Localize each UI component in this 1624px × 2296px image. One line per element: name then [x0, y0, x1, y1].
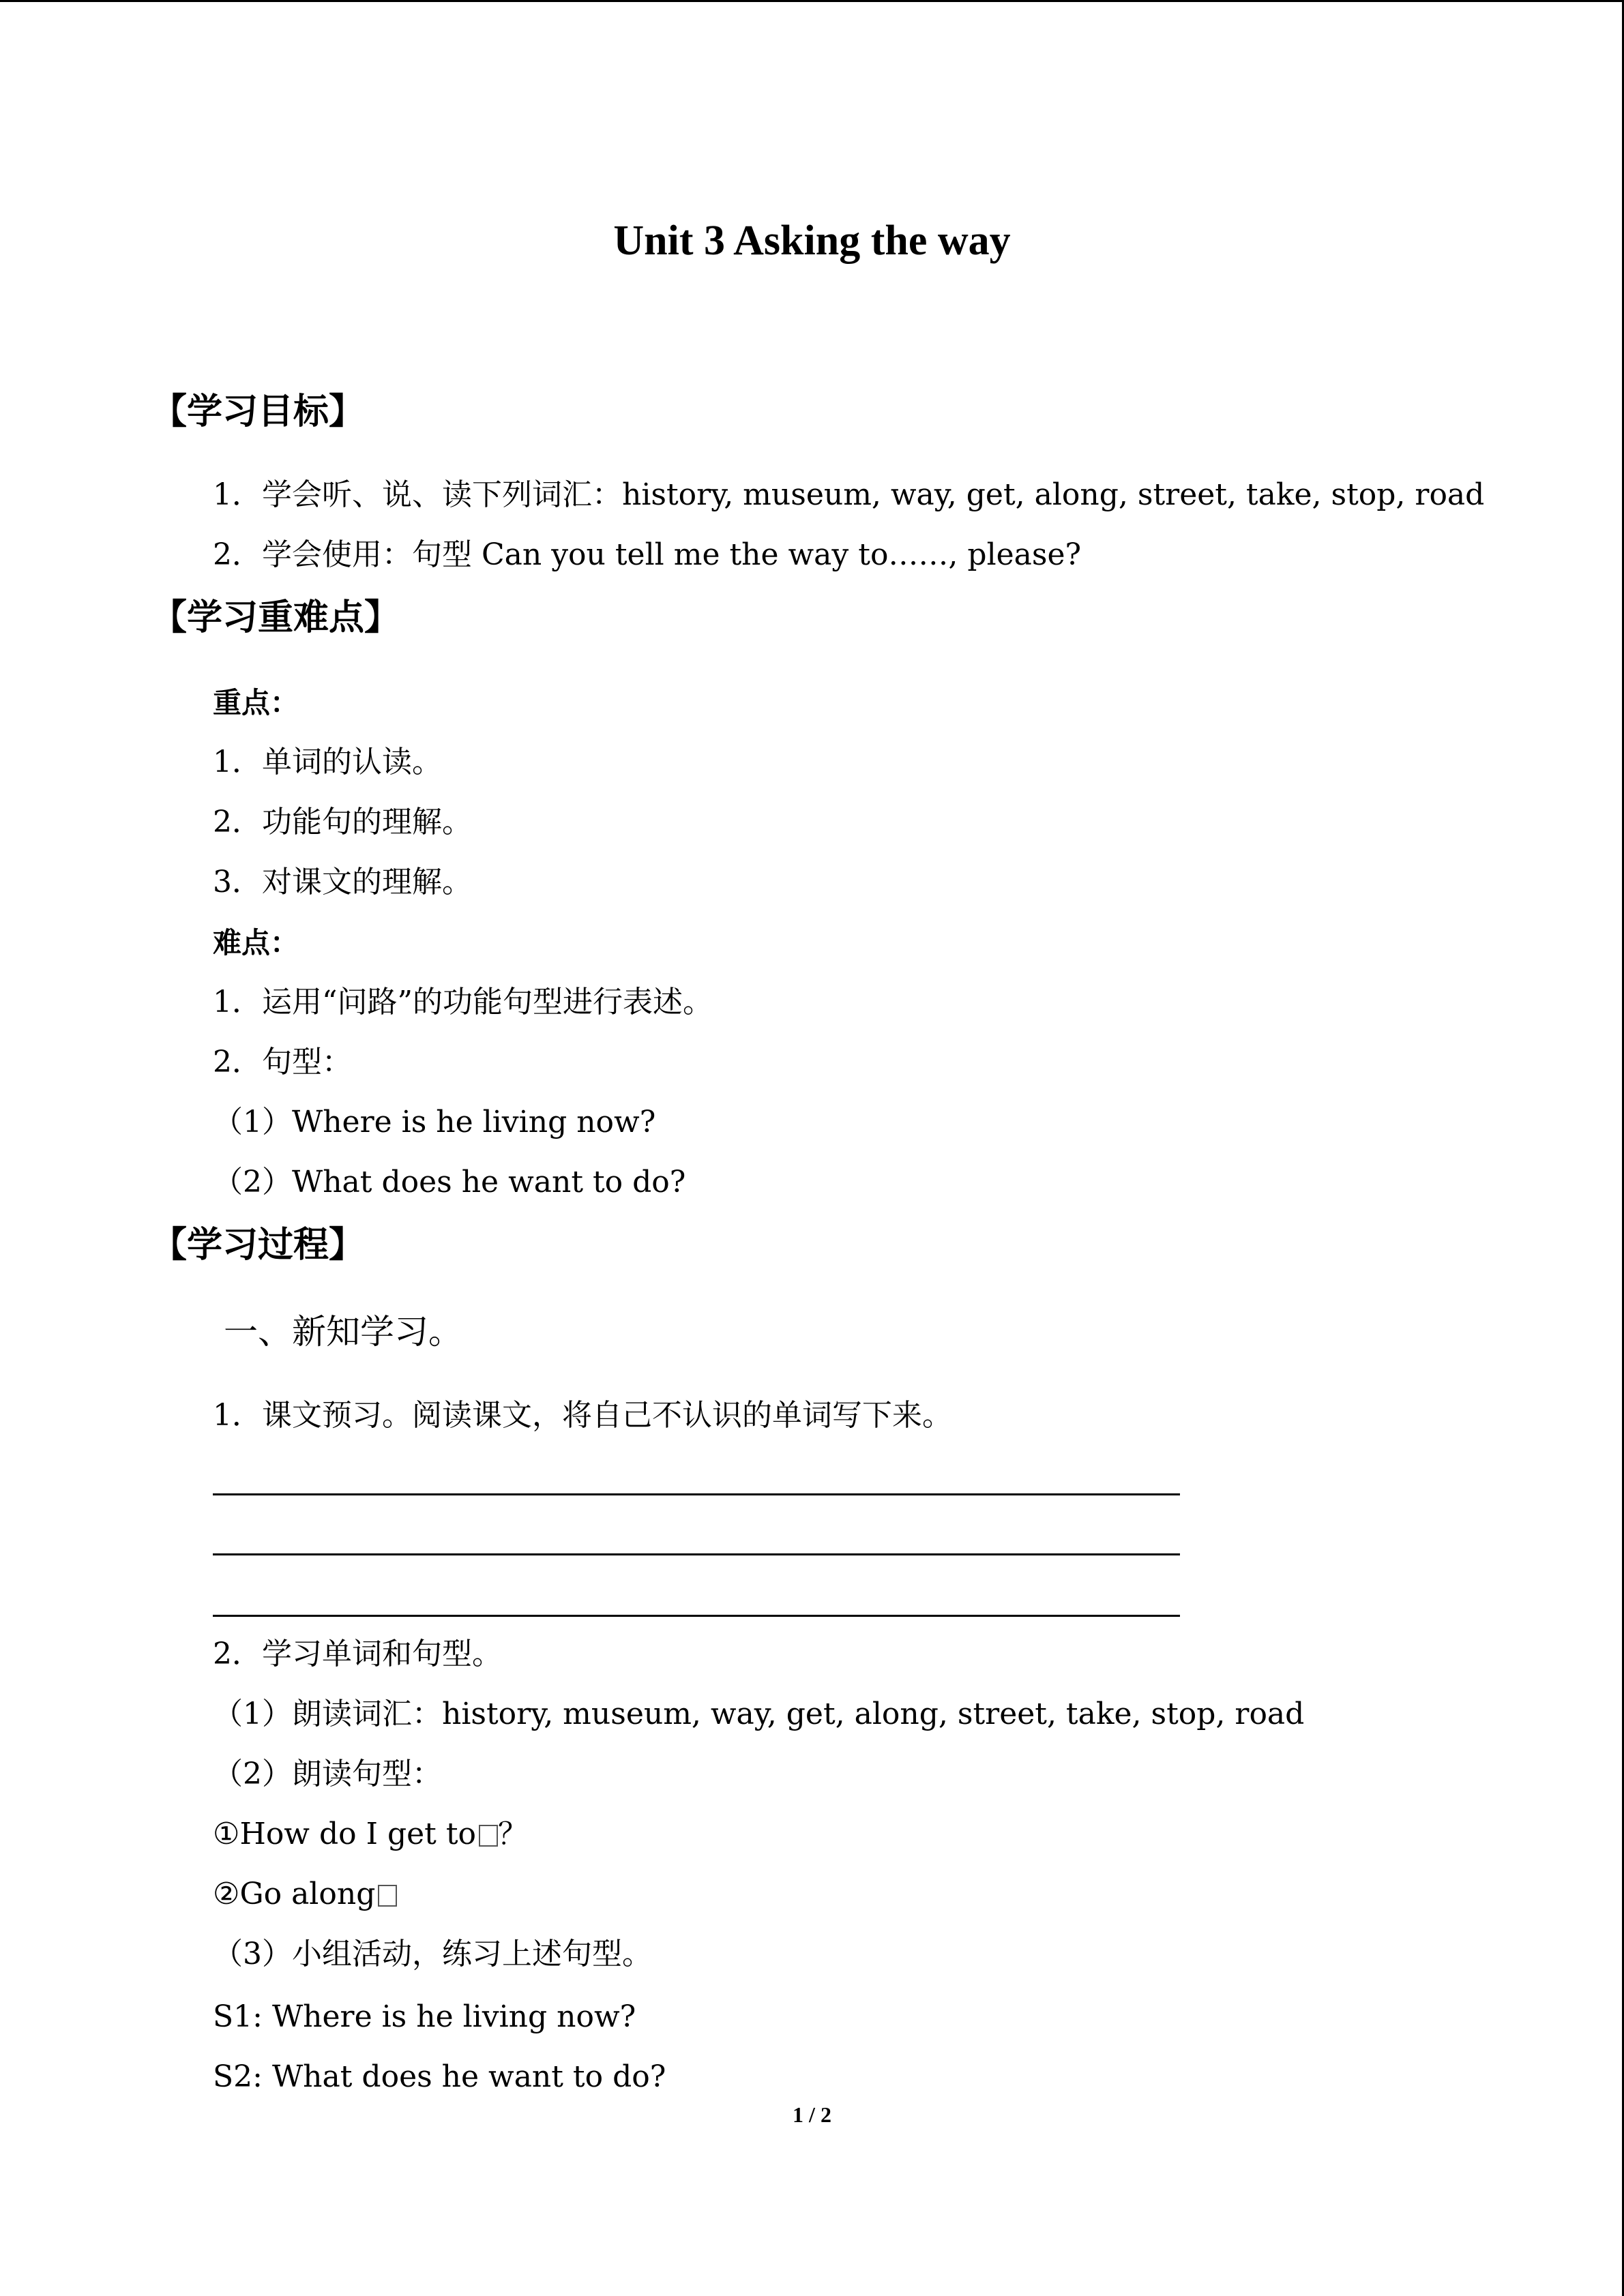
goals-heading: 【学习目标】	[151, 391, 365, 432]
sentence-pattern-1-text: ①How do I get to	[213, 1817, 477, 1851]
difficulty-label: 难点：	[213, 926, 299, 959]
key-item-1: 1．单词的认读。	[213, 745, 442, 779]
answer-line-2[interactable]	[213, 1553, 1180, 1555]
answer-line-1[interactable]	[213, 1493, 1180, 1495]
placeholder-box	[378, 1885, 397, 1907]
dialog-line-1: S1: Where is he living now?	[213, 1999, 636, 2034]
sentence-pattern-1	[213, 1819, 528, 1849]
sentence-pattern-2-text: ②Go along	[213, 1877, 376, 1911]
step-1: 1．课文预习。阅读课文，将自己不认识的单词写下来。	[213, 1398, 952, 1433]
key-label: 重点：	[213, 686, 299, 719]
placeholder-box	[479, 1825, 498, 1847]
process-heading: 【学习过程】	[151, 1225, 365, 1266]
key-points-heading: 【学习重难点】	[151, 597, 400, 638]
difficulty-sentence-2: （2）What does he want to do?	[213, 1165, 686, 1199]
sentence-pattern-2	[213, 1879, 397, 1909]
goal-item-2: 2．学会使用：句型 Can you tell me the way to……, please?	[213, 537, 1082, 572]
goal-item-1: 1．学会听、说、读下列词汇：history, museum, way, get, along, street, take, stop, road	[213, 477, 1485, 512]
answer-line-3[interactable]	[213, 1615, 1180, 1617]
step-2-sentences: （2）朗读句型：	[213, 1757, 442, 1791]
step-2-vocabulary: （1）朗读词汇：history, museum, way, get, along, street, take, stop, road	[213, 1697, 1305, 1731]
page-number: 1 / 2	[793, 2102, 831, 2127]
difficulty-item-1: 1．运用“问路”的功能句型进行表述。	[213, 985, 713, 1019]
step-2-group-activity: （3）小组活动，练习上述句型。	[213, 1937, 652, 1971]
part-one-title: 一、新知学习。	[224, 1312, 462, 1352]
difficulty-item-2: 2．句型：	[213, 1045, 352, 1079]
dialog-line-2: S2: What does he want to do?	[213, 2059, 666, 2094]
sentence-pattern-1-end: ？	[498, 1817, 529, 1851]
difficulty-sentence-1: （1）Where is he living now?	[213, 1105, 656, 1139]
step-2: 2．学习单词和句型。	[213, 1637, 502, 1671]
key-item-3: 3．对课文的理解。	[213, 865, 472, 899]
key-item-2: 2．功能句的理解。	[213, 805, 472, 839]
page-title: Unit 3 Asking the way	[613, 218, 1011, 264]
